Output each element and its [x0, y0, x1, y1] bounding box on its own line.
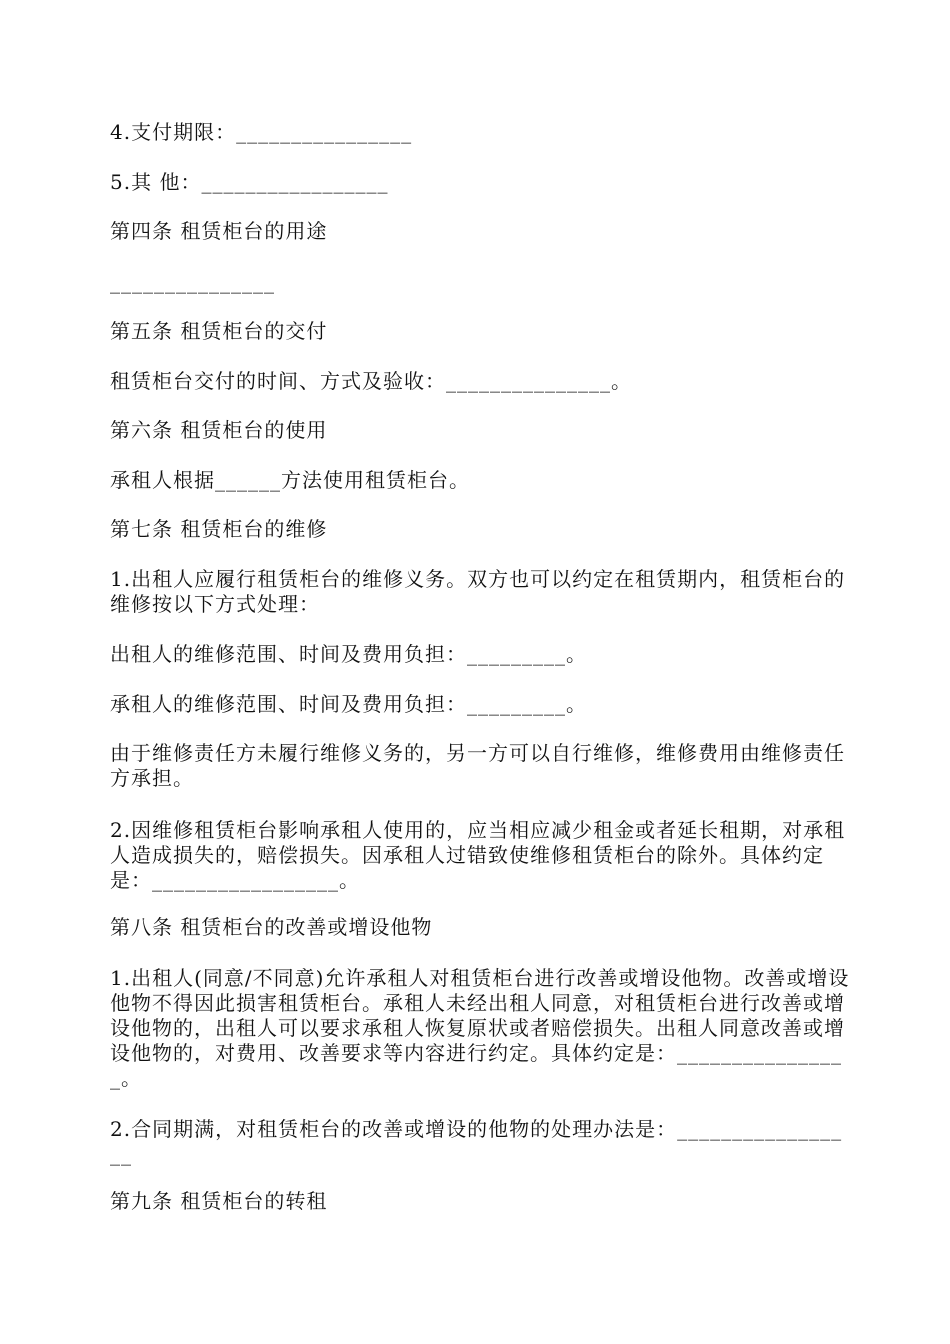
- delivery-paragraph: 租赁柜台交付的时间、方式及验收：_______________。: [110, 369, 632, 393]
- article-4-heading: 第四条 租赁柜台的用途: [110, 219, 328, 243]
- maintenance-failure-paragraph: 由于维修责任方未履行维修义务的，另一方可以自行维修，维修费用由维修责任方承担。: [110, 741, 845, 790]
- lessor-maintenance-line: 出租人的维修范围、时间及费用负担：_________。: [110, 642, 587, 666]
- improvement-clause-2: 2.合同期满，对租赁柜台的改善或增设的他物的处理办法是：_________________: [110, 1117, 843, 1166]
- article-8-heading: 第八条 租赁柜台的改善或增设他物: [110, 915, 433, 939]
- article-9-heading: 第九条 租赁柜台的转租: [110, 1189, 328, 1213]
- other-line: 5.其 他：_________________: [110, 170, 389, 194]
- article-5-heading: 第五条 租赁柜台的交付: [110, 319, 328, 343]
- article-6-heading: 第六条 租赁柜台的使用: [110, 418, 328, 442]
- improvement-clause-1: 1.出租人(同意/不同意)允许承租人对租赁柜台进行改善或增设他物。改善或增设他物不得因此损害租赁柜台。承租人未经出租人同意，对租赁柜台进行改善或增设他物的，出租人可以要求承租人恢复原状或者赔偿损失。出租人同意改善或增设他物的，对费用、改善要求等内容进行约定。具体约定是：________________。: [110, 966, 850, 1090]
- maintenance-clause-2: 2.因维修租赁柜台影响承租人使用的，应当相应减少租金或者延长租期，对承租人造成损失的，赔偿损失。因承租人过错致使维修租赁柜台的除外。具体约定是：_________________。: [110, 818, 846, 892]
- usage-paragraph: 承租人根据______方法使用租赁柜台。: [110, 468, 470, 492]
- maintenance-clause-1: 1.出租人应履行租赁柜台的维修义务。双方也可以约定在租赁期内，租赁柜台的维修按以下方式处理：: [110, 567, 846, 616]
- article-7-heading: 第七条 租赁柜台的维修: [110, 517, 328, 541]
- purpose-blank-line: _______________: [110, 270, 275, 294]
- payment-term-line: 4.支付期限：________________: [110, 120, 413, 144]
- lessee-maintenance-line: 承租人的维修范围、时间及费用负担：_________。: [110, 692, 587, 716]
